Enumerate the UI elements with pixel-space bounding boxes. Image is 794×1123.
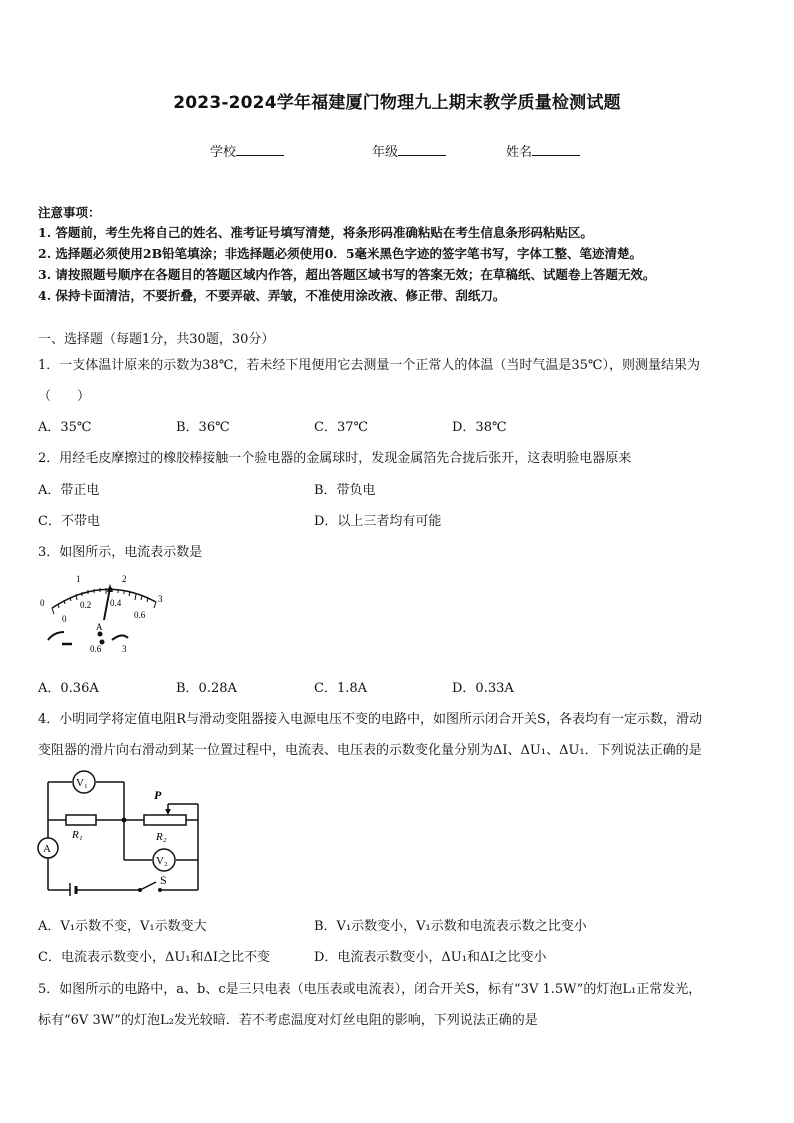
- name-field: [506, 141, 580, 160]
- meter-top-label: 1: [76, 574, 81, 584]
- meter-scale-arc: [52, 589, 156, 608]
- q1-stem-cont: （ ）: [38, 389, 91, 404]
- q2-stem: 2．用经毛皮摩擦过的橡胶棒接触一个验电器的金属球时，发现金属箔先合拢后张开，这表明验电器原来: [38, 451, 632, 466]
- meter-top-label: 2: [122, 574, 127, 584]
- meter-bottom-label: 0.6: [134, 610, 146, 620]
- meter-top-label: 3: [158, 594, 163, 604]
- notice-item: 2. 选择题必须使用2B铅笔填涂；非选择题必须使用0．5毫米黑色字迹的签字笔书写，字体工整、笔迹清楚。: [38, 246, 643, 261]
- q5-stem-cont: 标有“6V 3W”的灯泡L₂发光较暗．若不考虑温度对灯丝电阻的影响，下列说法正确的是: [38, 1013, 538, 1028]
- switch-label: S: [160, 873, 167, 887]
- q2-option-a: A．带正电: [38, 483, 100, 498]
- r2-label: R₂: [156, 831, 167, 843]
- meter-unit-label: A: [96, 622, 103, 632]
- meter-bottom-label: 0.4: [110, 598, 122, 608]
- notice-item: 4. 保持卡面清洁，不要折叠，不要弄破、弄皱，不准使用涂改液、修正带、刮纸刀。: [38, 288, 506, 303]
- q2-option-c: C．不带电: [38, 514, 100, 529]
- meter-terminal-label: 3: [122, 644, 127, 654]
- meter-bottom-label: 0.2: [80, 600, 92, 610]
- switch-contact: [158, 888, 162, 892]
- school-label: 学校: [210, 145, 237, 160]
- grade-label: 年级: [372, 145, 399, 160]
- grade-field: [372, 141, 446, 160]
- rheostat-r2: [144, 815, 186, 825]
- q1-option-b: B．36℃: [176, 420, 230, 435]
- meter-terminal-label: 0.6: [90, 644, 102, 654]
- v2-label: V₂: [156, 855, 168, 867]
- switch-pivot: [138, 888, 142, 892]
- q1-option-a: A．35℃: [38, 420, 92, 435]
- notice-heading: 注意事项：: [38, 205, 101, 220]
- q1-stem: 1．一支体温计原来的示数为38℃，若未经下甩便用它去测量一个正常人的体温（当时气温是35℃），则测量结果为: [38, 358, 700, 373]
- v1-label: V₁: [76, 777, 88, 789]
- meter-top-label: 0: [40, 598, 45, 608]
- meter-wire: [48, 632, 64, 640]
- q4-option-c: C．电流表示数变小，ΔU₁和ΔI之比不变: [38, 950, 271, 965]
- r1-label: R₁: [72, 829, 83, 841]
- q4-option-a: A．V₁示数不变，V₁示数变大: [38, 919, 207, 934]
- junction-dot: [122, 818, 127, 823]
- q3-option-a: A．0.36A: [38, 681, 99, 696]
- q2-option-d: D．以上三者均有可能: [314, 514, 442, 529]
- grade-blank: [398, 143, 446, 156]
- q2-option-b: B．带负电: [314, 483, 376, 498]
- school-field: [210, 141, 284, 160]
- notice-item: 3. 请按照题号顺序在各题目的答题区域内作答，超出答题区域书写的答案无效；在草稿纸、试题卷上答题无效。: [38, 267, 656, 282]
- q4-option-b: B．V₁示数变小，V₁示数和电流表示数之比变小: [314, 919, 587, 934]
- q1-option-d: D．38℃: [452, 420, 507, 435]
- circuit-figure-q4: [34, 766, 206, 896]
- name-blank: [532, 143, 580, 156]
- school-blank: [236, 143, 284, 156]
- name-label: 姓名: [506, 145, 533, 160]
- ammeter-label: A: [43, 843, 51, 855]
- q3-option-d: D．0.33A: [452, 681, 514, 696]
- meter-terminal-dot: [98, 632, 103, 637]
- q3-option-c: C．1.8A: [314, 681, 368, 696]
- slider-arrow: [165, 809, 171, 815]
- q4-option-d: D．电流表示数变小，ΔU₁和ΔI之比变小: [314, 950, 547, 965]
- slider-label: P: [154, 788, 162, 802]
- q4-stem-cont: 变阻器的滑片向右滑动到某一位置过程中，电流表、电压表的示数变化量分别为ΔI、ΔU₁、ΔU₁．下列说法正确的是: [38, 743, 702, 758]
- ammeter-figure: [34, 568, 164, 660]
- q1-option-c: C．37℃: [314, 420, 369, 435]
- meter-wire: [112, 635, 128, 640]
- q4-stem: 4．小明同学将定值电阻R与滑动变阻器接入电源电压不变的电路中，如图所示闭合开关S，各表均有一定示数，滑动: [38, 712, 702, 727]
- page-title: 2023-2024学年福建厦门物理九上期末教学质量检测试题: [173, 93, 621, 113]
- q5-stem: 5．如图所示的电路中，a、b、c是三只电表（电压表或电流表），闭合开关S，标有“3V 1.5W”的灯泡L₁正常发光，: [38, 982, 702, 997]
- notice-item: 1. 答题前，考生先将自己的姓名、准考证号填写清楚，将条形码准确粘贴在考生信息条形码粘贴区。: [38, 225, 593, 240]
- resistor-r1: [66, 815, 96, 825]
- meter-bottom-label: 0: [62, 614, 67, 624]
- q3-option-b: B．0.28A: [176, 681, 237, 696]
- section-heading: 一、选择题（每题1分，共30题，30分）: [38, 332, 275, 347]
- q3-stem: 3．如图所示，电流表示数是: [38, 545, 203, 560]
